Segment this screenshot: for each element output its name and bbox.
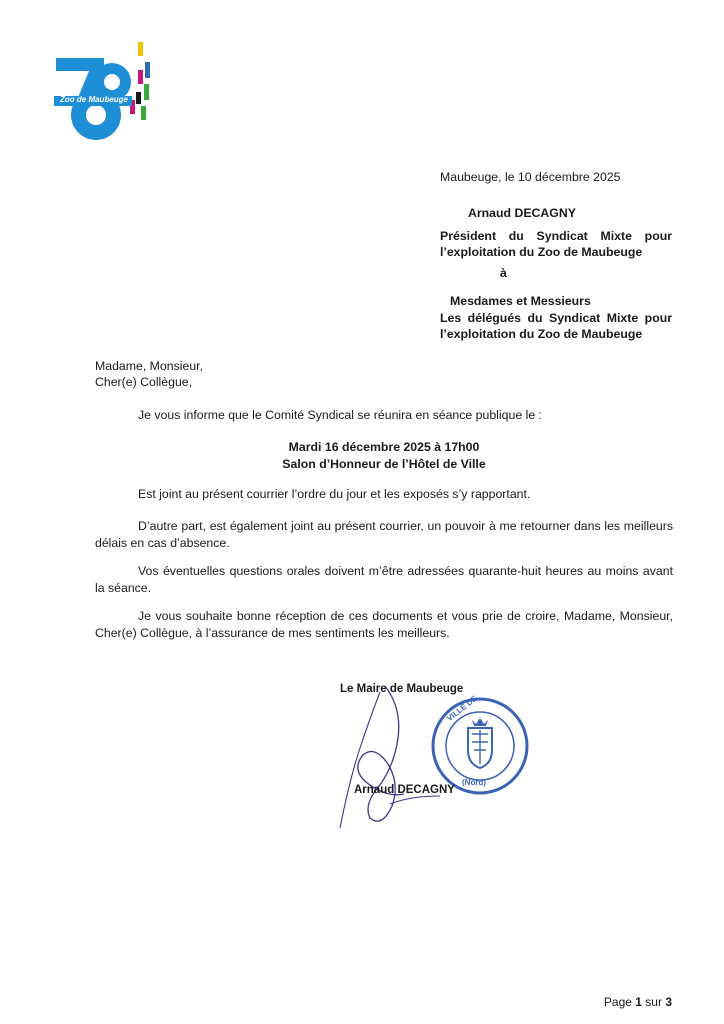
page-sur: sur [645,995,662,1009]
zoo-logo [52,40,162,145]
signature-role: Le Maire de Maubeuge [340,683,464,695]
recipient-line2: Les délégués du Syndicat Mixte pour l’exploitation du Zoo de Maubeuge [440,311,672,341]
page-number [604,995,672,1009]
salutation-1: Madame, Monsieur, [95,359,203,373]
paragraph-1: Je vous informe que le Comité Syndical se réunira en séance publique le : [138,408,542,422]
page-word: Page [603,995,632,1009]
stamp-text-bottom: (Nord) [462,778,486,787]
meeting-place: Salon d’Honneur de l’Hôtel de Ville [282,457,486,471]
handwritten-signature [330,678,470,848]
meeting-date: Mardi 16 décembre 2025 à 17h00 [288,440,480,454]
logo-text: Zoo de Maubeuge [60,95,128,104]
paragraph-2: Est joint au présent courrier l’ordre du jour et les exposés s’y rapportant. [138,487,531,501]
sender-title: Président du Syndicat Mixte pour l’exploitation du Zoo de Maubeuge [440,229,672,259]
page-total: 3 [665,995,672,1009]
sender-name: Arnaud DECAGNY [468,206,576,220]
paragraph-3: D’autre part, est également joint au présent courrier, un pouvoir à me retourner dans les meilleurs délais en cas d’absence. [95,519,673,550]
signature-name: Arnaud DECAGNY [354,784,455,796]
stamp-text-top: VILLE DE [445,693,479,724]
paragraph-4: Vos éventuelles questions orales doivent m’être adressées quarante-huit heures au moins avant la séance. [95,564,673,595]
recipient-line1: Mesdames et Messieurs [450,294,591,308]
page-current: 1 [635,995,642,1009]
to-word: à [500,266,507,280]
salutation-2: Cher(e) Collègue, [95,375,193,389]
paragraph-5: Je vous souhaite bonne réception de ces documents et vous prie de croire, Madame, Monsieur, Cher(e) Collègue, à l’assurance de mes sentiments les meilleurs. [95,609,673,640]
date-line: Maubeuge, le 10 décembre 2025 [440,170,621,184]
